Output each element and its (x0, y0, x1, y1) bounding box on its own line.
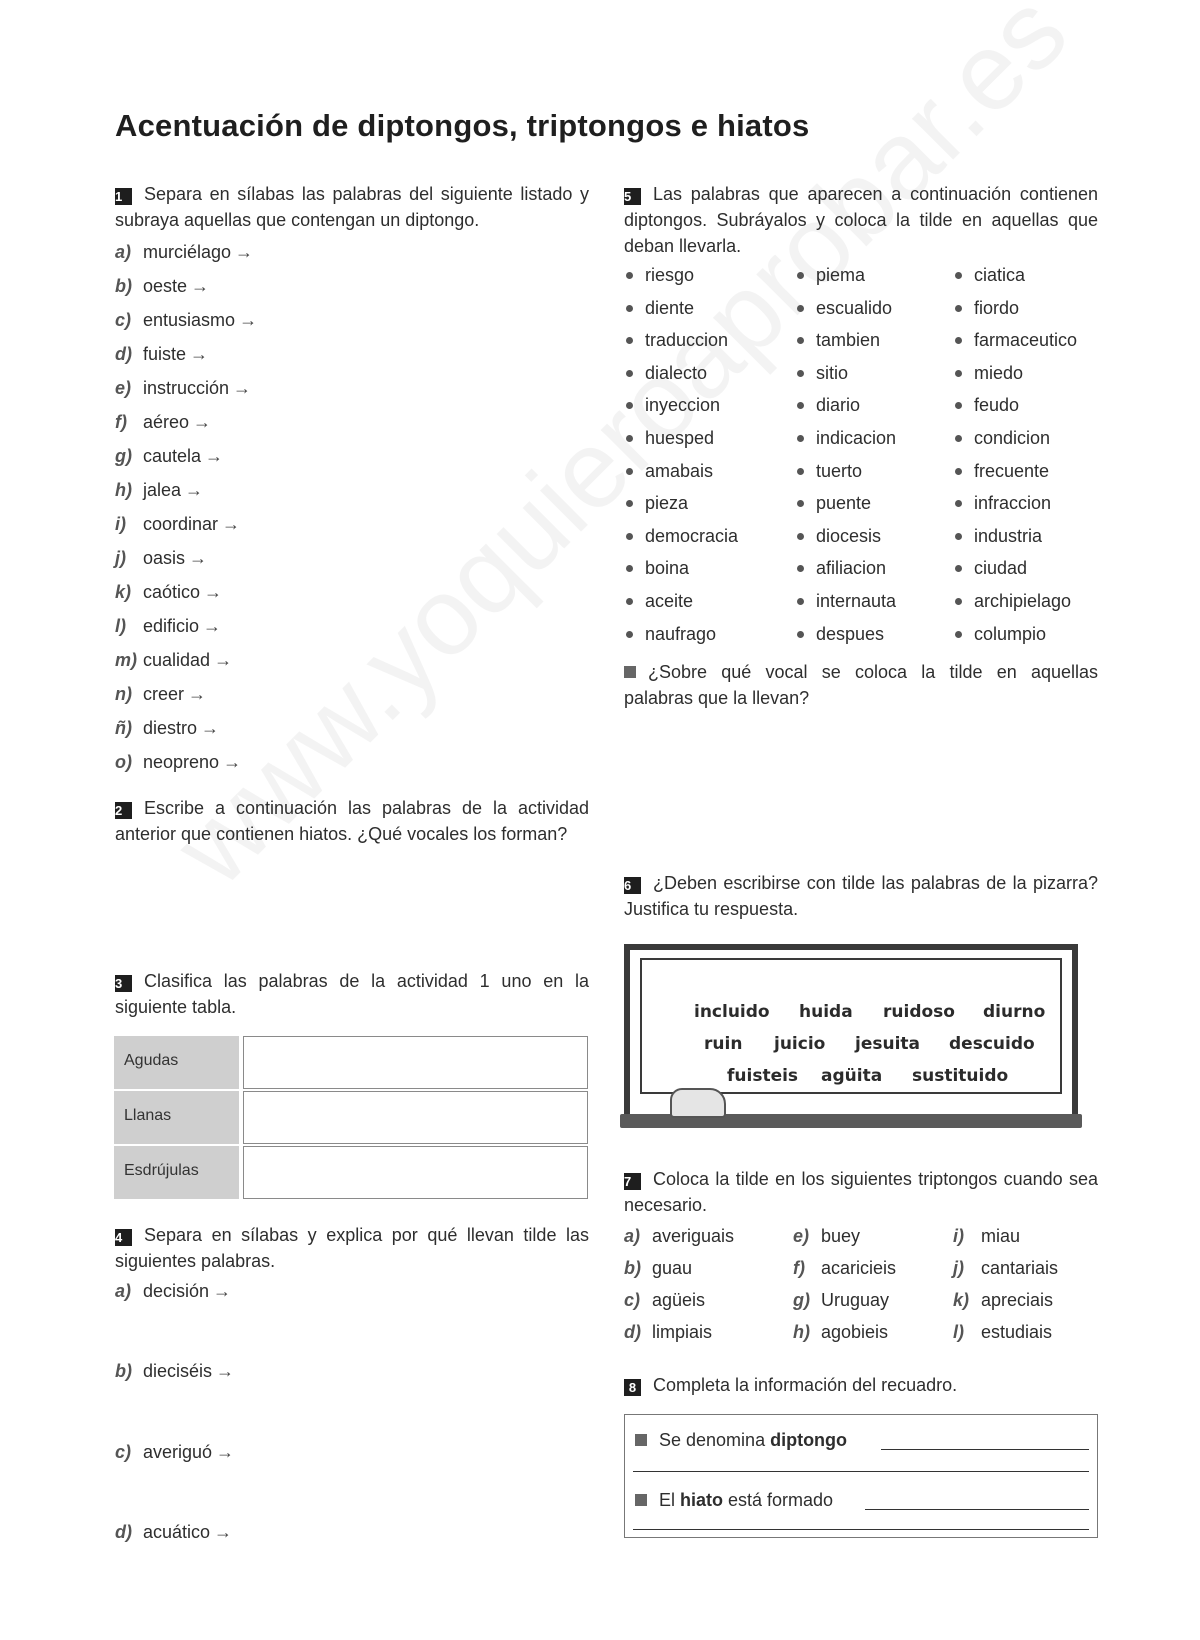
list-item (624, 1290, 734, 1322)
item-word: instrucción (143, 378, 230, 398)
list-item (953, 298, 1077, 331)
item-word: murciélago (143, 242, 232, 262)
item-word: agüeis (652, 1290, 706, 1310)
list-item (624, 265, 738, 298)
chalkboard (624, 944, 1078, 1128)
item-letter: l) (115, 616, 126, 636)
list-item (624, 330, 738, 363)
item-letter: a) (624, 1226, 641, 1246)
list-item (953, 591, 1077, 624)
table-label: Agudas (114, 1036, 239, 1089)
item-letter: j) (953, 1258, 964, 1278)
ex1-number: 1 (115, 188, 132, 205)
list-item (795, 363, 896, 396)
item-word: neopreno (143, 752, 220, 772)
item-word: estudiais (981, 1322, 1053, 1342)
list-item (953, 526, 1077, 559)
item-word: frecuente (974, 460, 1050, 481)
item-word: fiordo (974, 297, 1020, 318)
bullet-icon (626, 500, 633, 507)
bullet-icon (955, 500, 962, 507)
list-item (795, 624, 896, 657)
arrow-icon: → (216, 1442, 235, 1462)
list-item (953, 558, 1077, 591)
table-row-esdrujulas (114, 1146, 588, 1199)
item-word: puente (816, 493, 872, 514)
list-item (624, 624, 738, 657)
board-word: jesuita (855, 1034, 921, 1054)
list-item (953, 1258, 1058, 1290)
item-word: Uruguay (821, 1290, 890, 1310)
arrow-icon: → (214, 1522, 233, 1542)
list-item (793, 1258, 896, 1290)
item-letter: a) (115, 242, 132, 262)
bullet-icon (797, 370, 804, 377)
list-item (953, 624, 1077, 657)
arrow-icon: → (193, 412, 212, 432)
bullet-icon (955, 370, 962, 377)
item-word: agobieis (821, 1322, 889, 1342)
list-item (624, 526, 738, 559)
ex4-number: 4 (115, 1229, 132, 1246)
list-item (795, 330, 896, 363)
list-item (115, 650, 257, 684)
item-word: creer (143, 684, 185, 704)
bullet-icon (626, 533, 633, 540)
item-word: inyeccion (645, 395, 721, 416)
list-item (624, 493, 738, 526)
bullet-icon (626, 370, 633, 377)
ex8-text: Completa la información del recuadro. (653, 1375, 958, 1395)
ex5-question: ¿Sobre qué vocal se coloca la tilde en aquellas palabras que la llevan? (624, 662, 1098, 708)
ex1-instruction (115, 181, 589, 233)
bullet-icon (797, 272, 804, 279)
item-word: diocesis (816, 525, 882, 546)
item-word: fuiste (143, 344, 187, 364)
item-word: diestro (143, 718, 198, 738)
list-item (953, 363, 1077, 396)
list-item (795, 591, 896, 624)
bullet-icon (955, 631, 962, 638)
item-word: archipielago (974, 590, 1072, 611)
item-word: piema (816, 265, 866, 285)
table-row-llanas (114, 1091, 588, 1144)
item-word: columpio (974, 623, 1047, 644)
item-word: sitio (816, 362, 849, 383)
item-word: cantariais (981, 1258, 1059, 1278)
item-word: ciatica (974, 265, 1026, 285)
list-item (115, 412, 257, 446)
eraser-icon (670, 1088, 726, 1118)
bullet-icon (955, 565, 962, 572)
item-word: pieza (645, 493, 689, 514)
item-word: oeste (143, 276, 188, 296)
answer-cell-esdrujulas[interactable] (243, 1146, 588, 1199)
bullet-icon (797, 631, 804, 638)
ex2-text: Escribe a continuación las palabras de la actividad anterior que contienen hiatos. ¿Qué vocales los forman? (115, 798, 589, 844)
item-word: huesped (645, 427, 715, 448)
item-letter: i) (115, 514, 126, 534)
ex4-text: Separa en sílabas y explica por qué llevan tilde las siguientes palabras. (115, 1225, 589, 1271)
ex5-column-2 (795, 265, 896, 656)
bullet-icon (955, 468, 962, 475)
info-box (624, 1414, 1098, 1538)
item-word: cautela (143, 446, 202, 466)
item-word: coordinar (143, 514, 219, 534)
item-word: riesgo (645, 265, 695, 285)
item-word: aceite (645, 590, 694, 611)
board-word: huida (799, 1002, 853, 1022)
item-word: naufrago (645, 623, 717, 644)
item-letter: f) (793, 1258, 805, 1278)
item-word: apreciais (981, 1290, 1054, 1310)
item-letter: h) (115, 480, 132, 500)
item-letter: o) (115, 752, 132, 772)
item-letter: ñ) (115, 718, 132, 738)
blank-line[interactable] (865, 1509, 1089, 1510)
item-letter: e) (115, 378, 132, 398)
ex1-list (115, 242, 257, 786)
item-letter: c) (624, 1290, 641, 1310)
list-item (115, 718, 257, 752)
bullet-icon (955, 337, 962, 344)
item-word: edificio (143, 616, 200, 636)
bullet-icon (797, 337, 804, 344)
list-item (953, 330, 1077, 363)
ex7-column-2 (793, 1226, 896, 1354)
arrow-icon: → (201, 718, 220, 738)
bullet-icon (797, 305, 804, 312)
ex1-text: Separa en sílabas las palabras del siguiente listado y subraya aquellas que contengan un diptongo. (115, 184, 589, 230)
item-word: entusiasmo (143, 310, 236, 330)
arrow-icon: → (204, 582, 223, 602)
ex7-number: 7 (624, 1173, 641, 1190)
list-item (624, 298, 738, 331)
ex2-number: 2 (115, 802, 132, 819)
list-item (953, 1322, 1058, 1354)
bullet-icon (626, 598, 633, 605)
list-item (115, 310, 257, 344)
item-word: industria (974, 525, 1043, 546)
item-word: acaricieis (821, 1258, 897, 1278)
list-item (624, 558, 738, 591)
list-item (795, 265, 896, 298)
list-item (793, 1290, 896, 1322)
ex2-instruction (115, 795, 589, 847)
list-item (793, 1322, 896, 1354)
item-word: indicacion (816, 427, 897, 448)
item-word: farmaceutico (974, 330, 1078, 351)
item-word: diario (816, 395, 861, 416)
info-line-hiato: El hiato está formado (635, 1487, 833, 1513)
board-word: ruin (704, 1034, 743, 1054)
arrow-icon: → (235, 242, 254, 262)
list-item (953, 395, 1077, 428)
square-bullet-icon (635, 1494, 647, 1506)
list-item (115, 480, 257, 514)
item-word: afiliacion (816, 558, 887, 579)
item-word: infraccion (974, 493, 1052, 514)
arrow-icon: → (223, 752, 242, 772)
arrow-icon: → (213, 1281, 232, 1301)
list-item (624, 395, 738, 428)
item-word: democracia (645, 525, 739, 546)
ex4-instruction (115, 1222, 589, 1274)
arrow-icon: → (214, 650, 233, 670)
item-word: miau (981, 1226, 1021, 1246)
list-item (953, 461, 1077, 494)
bullet-icon (626, 468, 633, 475)
board-word: sustituido (912, 1066, 1009, 1086)
bullet-icon (626, 337, 633, 344)
bullet-icon (797, 500, 804, 507)
list-item (115, 752, 257, 786)
item-word: condicion (974, 427, 1051, 448)
blank-line[interactable] (881, 1449, 1089, 1450)
ex5-text: Las palabras que aparecen a continuación contienen diptongos. Subráyalos y coloca la tilde en aquellas que deban llevarla. (624, 184, 1098, 256)
square-bullet-icon (624, 666, 636, 678)
list-item (795, 428, 896, 461)
bullet-icon (797, 468, 804, 475)
board-word: fuisteis (727, 1066, 799, 1086)
item-word: amabais (645, 460, 714, 481)
list-item (953, 1226, 1058, 1258)
item-word: oasis (143, 548, 186, 568)
table-row-agudas (114, 1036, 588, 1089)
answer-cell-llanas[interactable] (243, 1091, 588, 1144)
list-item (115, 514, 257, 548)
board-word: ruidoso (883, 1002, 955, 1022)
bullet-icon (955, 435, 962, 442)
list-item (953, 265, 1077, 298)
ex5-column-1 (624, 265, 738, 656)
page-title: Acentuación de diptongos, triptongos e hiatos (115, 108, 810, 143)
item-letter: n) (115, 684, 132, 704)
list-item (795, 558, 896, 591)
list-item (115, 582, 257, 616)
board-word: juicio (774, 1034, 826, 1054)
list-item: a) decisión → (115, 1281, 232, 1301)
item-letter: d) (624, 1322, 641, 1342)
item-word: tambien (816, 330, 881, 351)
arrow-icon: → (188, 684, 207, 704)
list-item (795, 493, 896, 526)
table-label: Esdrújulas (114, 1146, 239, 1199)
bullet-icon (797, 435, 804, 442)
item-letter: g) (793, 1290, 810, 1310)
ex5-column-3 (953, 265, 1077, 656)
arrow-icon: → (216, 1361, 235, 1381)
arrow-icon: → (239, 310, 258, 330)
item-letter: d) (115, 344, 132, 364)
item-letter: f) (115, 412, 127, 432)
item-letter: c) (115, 310, 132, 330)
item-letter: k) (115, 582, 132, 602)
bullet-icon (626, 402, 633, 409)
ex8-number: 8 (624, 1379, 641, 1396)
list-item (795, 395, 896, 428)
list-item (953, 428, 1077, 461)
ex6-text: ¿Deben escribirse con tilde las palabras de la pizarra? Justifica tu respuesta. (624, 873, 1098, 919)
ex8-instruction (624, 1372, 1098, 1398)
item-word: ciudad (974, 558, 1028, 579)
ex5-number: 5 (624, 188, 641, 205)
list-item (115, 616, 257, 650)
list-item (795, 298, 896, 331)
list-item (115, 446, 257, 480)
info-line-diptongo: Se denomina diptongo (635, 1427, 847, 1453)
list-item (115, 344, 257, 378)
item-word: jalea (143, 480, 182, 500)
item-word: caótico (143, 582, 201, 602)
ex3-number: 3 (115, 975, 132, 992)
bullet-icon (955, 272, 962, 279)
bullet-icon (626, 305, 633, 312)
bullet-icon (797, 598, 804, 605)
list-item (793, 1226, 896, 1258)
bullet-icon (626, 631, 633, 638)
answer-cell-agudas[interactable] (243, 1036, 588, 1089)
list-item (953, 493, 1077, 526)
arrow-icon: → (205, 446, 224, 466)
list-item (795, 461, 896, 494)
classification-table (114, 1036, 588, 1201)
item-letter: b) (624, 1258, 641, 1278)
ex7-instruction (624, 1166, 1098, 1218)
board-word: incluido (694, 1002, 770, 1022)
item-word: buey (821, 1226, 861, 1246)
item-word: feudo (974, 395, 1020, 416)
item-letter: h) (793, 1322, 810, 1342)
list-item (624, 428, 738, 461)
list-item (624, 1322, 734, 1354)
item-word: averiguais (652, 1226, 735, 1246)
list-item: d) acuático → (115, 1522, 233, 1542)
arrow-icon: → (185, 480, 204, 500)
ex5-instruction (624, 181, 1098, 259)
item-letter: i) (953, 1226, 964, 1246)
bullet-icon (797, 533, 804, 540)
ex3-text: Clasifica las palabras de la actividad 1 uno en la siguiente tabla. (115, 971, 589, 1017)
table-label: Llanas (114, 1091, 239, 1144)
bullet-icon (955, 598, 962, 605)
chalkboard-surface (640, 958, 1062, 1094)
item-letter: k) (953, 1290, 970, 1310)
board-word: diurno (983, 1002, 1046, 1022)
item-word: despues (816, 623, 885, 644)
bullet-icon (626, 565, 633, 572)
item-word: boina (645, 558, 690, 579)
arrow-icon: → (191, 276, 210, 296)
list-item (115, 276, 257, 310)
item-word: dialecto (645, 362, 708, 383)
list-item (624, 461, 738, 494)
list-item (115, 684, 257, 718)
item-letter: b) (115, 276, 132, 296)
item-word: limpiais (652, 1322, 713, 1342)
item-word: internauta (816, 590, 897, 611)
bullet-icon (955, 402, 962, 409)
item-word: aéreo (143, 412, 190, 432)
ex6-number: 6 (624, 877, 641, 894)
bullet-icon (955, 305, 962, 312)
item-letter: g) (115, 446, 132, 466)
bullet-icon (797, 565, 804, 572)
arrow-icon: → (190, 344, 209, 364)
arrow-icon: → (189, 548, 208, 568)
list-item (795, 526, 896, 559)
item-letter: j) (115, 548, 126, 568)
arrow-icon: → (222, 514, 241, 534)
list-item (624, 591, 738, 624)
bullet-icon (626, 272, 633, 279)
list-item (115, 242, 257, 276)
ex6-instruction (624, 870, 1098, 922)
list-item (624, 1258, 734, 1290)
item-word: traduccion (645, 330, 729, 351)
item-word: escualido (816, 297, 893, 318)
list-item (624, 363, 738, 396)
list-item (115, 548, 257, 582)
item-letter: m) (115, 650, 137, 670)
item-letter: l) (953, 1322, 964, 1342)
list-item: b) dieciséis → (115, 1361, 235, 1381)
ex7-text: Coloca la tilde en los siguientes triptongos cuando sea necesario. (624, 1169, 1098, 1215)
list-item (115, 378, 257, 412)
ex7-column-1 (624, 1226, 734, 1354)
item-word: miedo (974, 362, 1024, 383)
item-letter: e) (793, 1226, 810, 1246)
board-word: agüita (821, 1066, 883, 1086)
blank-line[interactable] (633, 1471, 1089, 1472)
list-item (953, 1290, 1058, 1322)
ex7-column-3 (953, 1226, 1058, 1354)
item-word: tuerto (816, 460, 863, 481)
item-word: cualidad (143, 650, 211, 670)
blank-line[interactable] (633, 1529, 1089, 1530)
ex3-instruction (115, 968, 589, 1020)
arrow-icon: → (233, 378, 252, 398)
board-word: descuido (949, 1034, 1035, 1054)
bullet-icon (955, 533, 962, 540)
square-bullet-icon (635, 1434, 647, 1446)
bullet-icon (626, 435, 633, 442)
item-word: guau (652, 1258, 693, 1278)
list-item: c) averiguó → (115, 1442, 235, 1462)
bullet-icon (797, 402, 804, 409)
item-word: diente (645, 297, 695, 318)
arrow-icon: → (203, 616, 222, 636)
list-item (624, 1226, 734, 1258)
